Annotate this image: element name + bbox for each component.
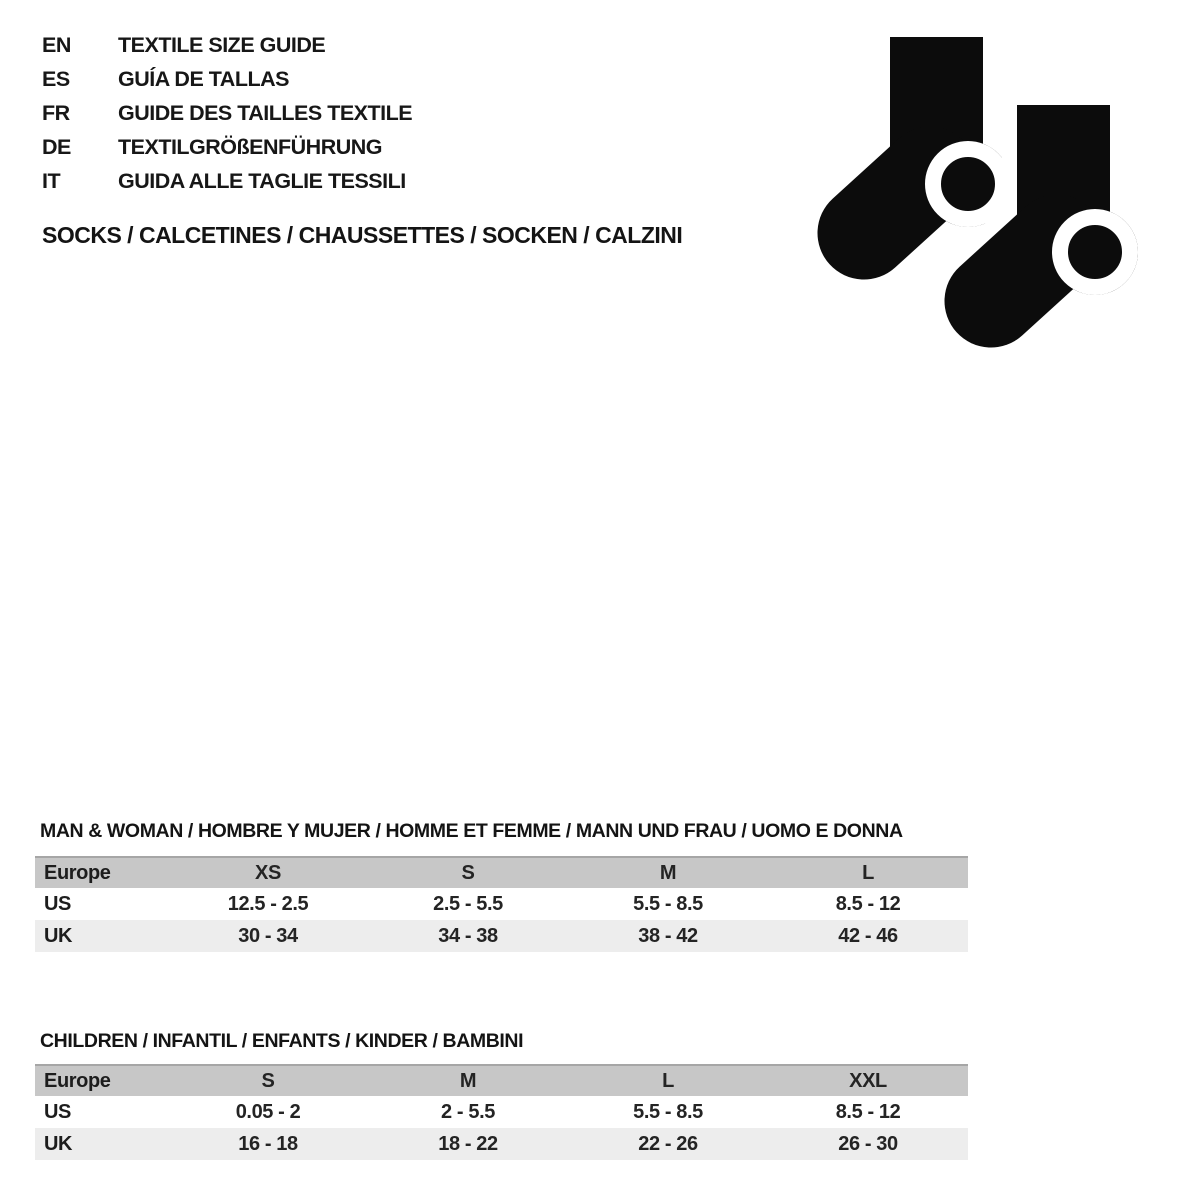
language-code: FR <box>42 101 70 125</box>
socks-icon <box>800 20 1150 355</box>
size-cell: 18 - 22 <box>438 1133 498 1155</box>
size-table-children <box>35 1064 968 1160</box>
language-row-en <box>42 28 412 62</box>
table-title-children: CHILDREN / INFANTIL / ENFANTS / KINDER / BAMBINI <box>40 1030 524 1052</box>
language-code: ES <box>42 67 70 91</box>
table-row-us <box>35 888 968 920</box>
size-cell: 2.5 - 5.5 <box>433 893 503 915</box>
table-title-man-woman: MAN & WOMAN / HOMBRE Y MUJER / HOMME ET FEMME / MANN UND FRAU / UOMO E DONNA <box>40 820 903 842</box>
size-cell: 8.5 - 12 <box>835 1101 901 1123</box>
size-cell: 38 - 42 <box>638 925 698 947</box>
size-cell: 2 - 5.5 <box>441 1101 495 1123</box>
size-cell: 16 - 18 <box>238 1133 298 1155</box>
column-header-size: M <box>459 1070 477 1092</box>
language-label: GUÍA DE TALLAS <box>118 67 289 91</box>
column-header-region: Europe <box>44 1070 111 1092</box>
column-header-size: L <box>862 862 874 884</box>
size-cell: 8.5 - 12 <box>835 893 901 915</box>
column-header-size: XS <box>255 862 281 884</box>
language-row-de <box>42 130 412 164</box>
size-cell: 12.5 - 2.5 <box>227 893 309 915</box>
row-label: UK <box>44 1133 73 1155</box>
table-row-us <box>35 1096 968 1128</box>
column-header-size: XXL <box>849 1070 887 1092</box>
language-code: IT <box>42 169 61 193</box>
column-header-region: Europe <box>44 862 111 884</box>
row-label: US <box>44 1101 71 1123</box>
size-cell: 5.5 - 8.5 <box>633 1101 703 1123</box>
category-line: SOCKS / CALCETINES / CHAUSSETTES / SOCKEN / CALZINI <box>42 222 683 248</box>
size-cell: 42 - 46 <box>838 925 898 947</box>
language-code: EN <box>42 33 71 57</box>
size-cell: 30 - 34 <box>238 925 298 947</box>
size-cell: 34 - 38 <box>438 925 498 947</box>
sock-1 <box>864 37 1011 233</box>
table-header-row <box>35 1064 968 1096</box>
size-cell: 22 - 26 <box>638 1133 698 1155</box>
table-row-uk <box>35 920 968 952</box>
language-label: TEXTILE SIZE GUIDE <box>118 33 326 57</box>
size-cell: 0.05 - 2 <box>235 1101 301 1123</box>
column-header-size: S <box>461 862 475 884</box>
language-row-es <box>42 62 412 96</box>
size-cell: 5.5 - 8.5 <box>633 893 703 915</box>
language-row-it <box>42 164 412 198</box>
column-header-size: M <box>659 862 677 884</box>
table-header-row <box>35 856 968 888</box>
size-cell: 26 - 30 <box>838 1133 898 1155</box>
table-row-uk <box>35 1128 968 1160</box>
row-label: US <box>44 893 71 915</box>
language-label: TEXTILGRÖßENFÜHRUNG <box>118 135 383 159</box>
language-row-fr <box>42 96 412 130</box>
column-header-size: L <box>662 1070 674 1092</box>
language-code: DE <box>42 135 71 159</box>
language-label: GUIDE DES TAILLES TEXTILE <box>118 101 413 125</box>
row-label: UK <box>44 925 73 947</box>
language-list <box>42 28 412 198</box>
language-label: GUIDA ALLE TAGLIE TESSILI <box>118 169 406 193</box>
size-table-man-woman <box>35 856 968 952</box>
column-header-size: S <box>261 1070 275 1092</box>
